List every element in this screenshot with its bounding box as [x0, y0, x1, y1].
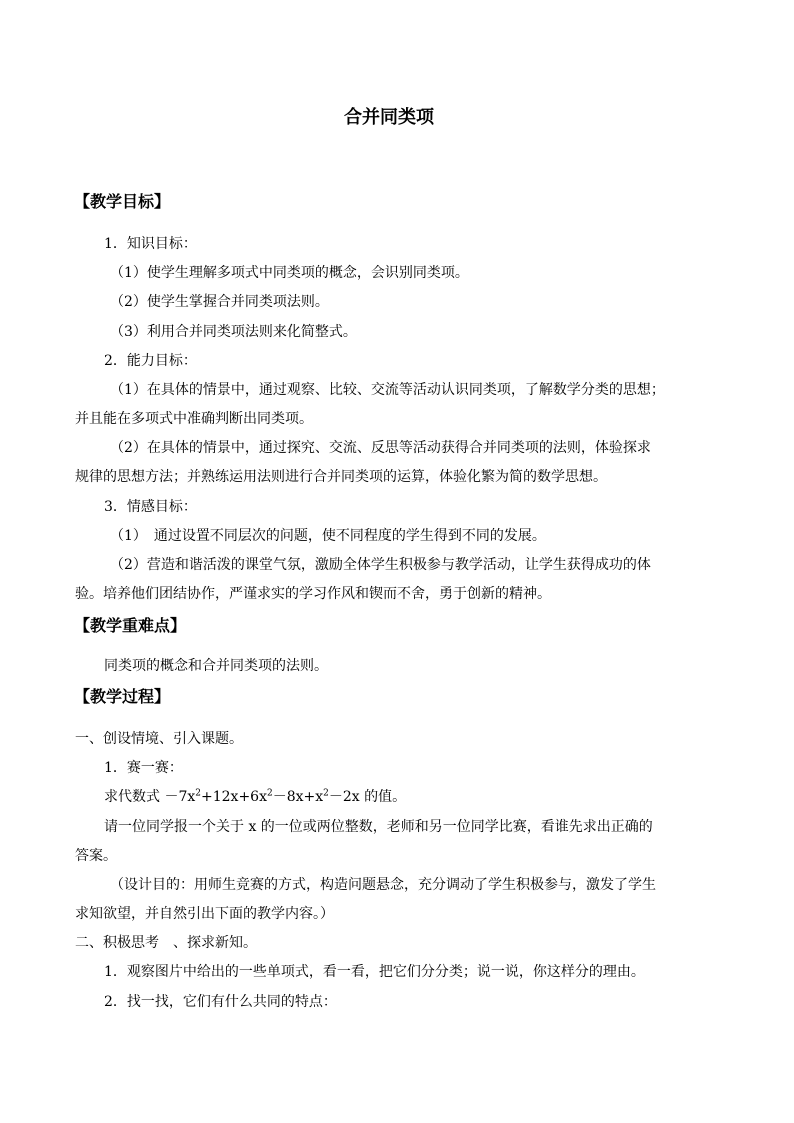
expr-suffix: －2x 的值。: [328, 789, 407, 805]
goal-knowledge-heading: 1．知识目标：: [104, 236, 197, 252]
process-step-2: 二、积极思考 、探求新知。: [75, 935, 257, 951]
goal-emotion-1: （1） 通过设置不同层次的问题，使不同程度的学生得到不同的发展。: [110, 528, 546, 544]
design-purpose-line2: 求知欲望，并自然引出下面的教学内容。）: [75, 906, 334, 922]
process-step-1: 一、创设情境、引入课题。: [75, 731, 243, 747]
expr-power-3: 2: [323, 788, 329, 799]
expr-power-2: 2: [266, 788, 273, 799]
section-heading-process: 【教学过程】: [74, 687, 171, 706]
goal-ability-1-line1: （1）在具体的情景中，通过观察、比较、交流等活动认识同类项，了解数学分类的思想；: [110, 382, 665, 398]
goal-emotion-heading: 3．情感目标：: [104, 499, 197, 515]
invite-line2: 答案。: [75, 848, 117, 864]
goal-ability-2-line2: 规律的思想方法；并熟练运用法则进行合并同类项的运算，体验化繁为简的数学思想。: [75, 469, 607, 485]
goal-knowledge-2: （2）使学生掌握合并同类项法则。: [110, 294, 329, 310]
expr-mid-1: +12x+6x: [201, 789, 267, 805]
process-step-2-2: 2．找一找，它们有什么共同的特点：: [104, 994, 337, 1010]
section-heading-goals: 【教学目标】: [74, 192, 171, 211]
section-heading-keypoints: 【教学重难点】: [74, 616, 187, 635]
goal-ability-1-line2: 并且能在多项式中准确判断出同类项。: [75, 411, 313, 427]
goal-ability-2-line1: （2）在具体的情景中，通过探究、交流、反思等活动获得合并同类项的法则，体验探求: [110, 440, 651, 456]
process-step-2-1: 1．观察图片中给出的一些单项式，看一看，把它们分分类；说一说，你这样分的理由。: [104, 964, 645, 980]
goal-knowledge-1: （1）使学生理解多项式中同类项的概念，会识别同类项。: [110, 265, 469, 281]
process-step-1-1: 1．赛一赛：: [104, 760, 183, 776]
expr-prefix: 求代数式 －7x: [104, 789, 196, 805]
page-title: 合并同类项: [344, 107, 434, 128]
expr-power-1: 2: [195, 788, 201, 799]
goal-knowledge-3: （3）利用合并同类项法则来化简整式。: [110, 324, 357, 340]
goal-ability-heading: 2．能力目标：: [104, 353, 197, 369]
invite-line1: 请一位同学报一个关于 x 的一位或两位整数，老师和另一位同学比赛，看谁先求出正确的: [104, 819, 653, 835]
expr-mid-2: －8x+x: [272, 789, 324, 805]
goal-emotion-2-line1: （2）营造和谐活泼的课堂气氛，激励全体学生积极参与教学活动，让学生获得成功的体: [110, 557, 651, 573]
algebraic-expression: [104, 787, 406, 807]
keypoints-text: 同类项的概念和合并同类项的法则。: [104, 658, 328, 674]
goal-emotion-2-line2: 验。培养他们团结协作，严谨求实的学习作风和锲而不舍，勇于创新的精神。: [75, 586, 551, 602]
design-purpose-line1: （设计目的：用师生竞赛的方式，构造问题悬念，充分调动了学生积极参与，激发了学生: [110, 877, 656, 893]
